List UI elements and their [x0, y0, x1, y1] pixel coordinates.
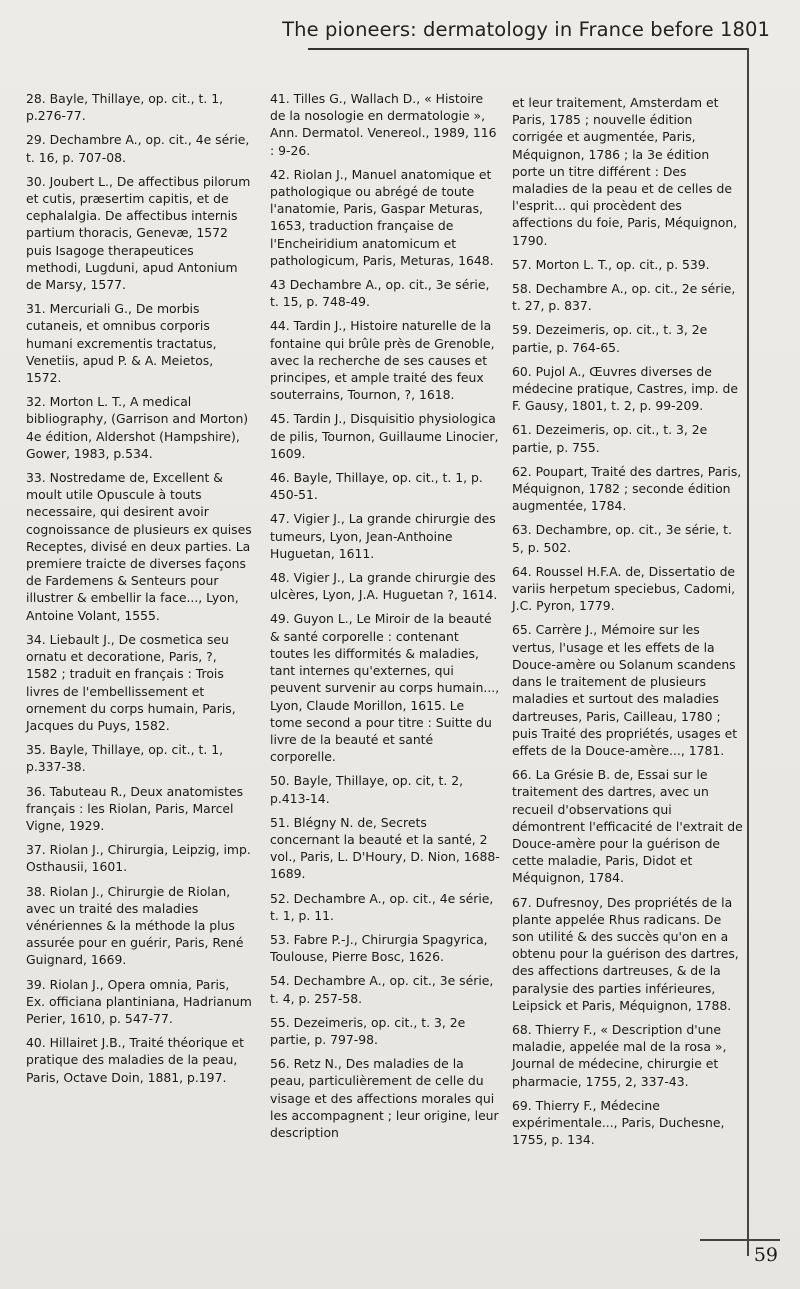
note-item — [270, 814, 500, 883]
note-item — [26, 976, 252, 1028]
note-item — [26, 883, 252, 969]
note-text: Guyon L., Le Miroir de la beauté & santé corporelle : contenant toutes les difformités & maladies, tant internes qu'externes, qui peuvent survenir au corps humain..., Lyon, Claude Morillon, 1615. Le tome second a pour titre : Suitte du livre de la beauté et santé corporelle. — [270, 611, 500, 765]
note-text: Bayle, Thillaye, op. cit, t. 2, p.413-14. — [270, 773, 464, 806]
note-item — [26, 469, 252, 624]
note-text: Retz N., Des maladies de la peau, particulièrement de celle du visage et des affections morales qui les accompagnent ; leur origine, leur description — [270, 1056, 499, 1140]
note-text: Dechambre A., op. cit., 3e série, t. 15, p. 748-49. — [270, 277, 490, 310]
running-title: The pioneers: dermatology in France before 1801 — [282, 18, 770, 41]
note-text: Thierry F., « Description d'une maladie, appelée mal de la rosa », Journal de médecine, chirurgie et pharmacie, 1755, 2, 337-43. — [512, 1021, 727, 1089]
note-number: 46. — [270, 470, 290, 486]
note-number: 32. — [26, 394, 46, 410]
note-number: 52. — [270, 890, 290, 906]
note-number: 66. — [512, 767, 532, 783]
note-text: Dufresnoy, Des propriétés de la plante appelée Rhus radicans. De son utilité & des succès qu'on en a obtenu pour la guérison des dartres, des affections dartreuses, & de la paralysie des parties inférieures, Leipsick et Paris, Méquignon, 1788. — [512, 894, 739, 1013]
note-item — [26, 841, 252, 875]
note-text: Vigier J., La grande chirurgie des ulcères, Lyon, J.A. Huguetan ?, 1614. — [270, 570, 498, 603]
note-item — [512, 321, 744, 355]
note-number: 49. — [270, 611, 290, 627]
note-item — [270, 1055, 500, 1141]
note-item — [270, 890, 500, 924]
notes-column-2 — [270, 90, 500, 1148]
note-number: 65. — [512, 622, 532, 638]
note-item — [270, 610, 500, 765]
note-text: Thierry F., Médecine expérimentale..., Paris, Duchesne, 1755, p. 134. — [512, 1097, 725, 1148]
note-text: Vigier J., La grande chirurgie des tumeurs, Lyon, Jean-Anthoine Huguetan, 1611. — [270, 511, 496, 561]
note-number: 28. — [26, 91, 46, 106]
note-number: 33. — [26, 470, 46, 486]
note-item — [26, 741, 252, 775]
note-item — [512, 621, 744, 759]
note-number: 55. — [270, 1014, 290, 1030]
note-item — [270, 276, 500, 310]
note-continuation: et leur traitement, Amsterdam et Paris, 1785 ; nouvelle édition corrigée et augmentée, Paris, Méquignon, 1786 ; la 3e édition porte un titre différent : Des maladies de la peau et de celles de l'esprit... qui procèdent des affections du foie, Paris, Méquignon, 1790. — [512, 95, 738, 248]
note-number: 38. — [26, 883, 46, 899]
note-text: Bayle, Thillaye, op. cit., t. 1, p.337-38. — [26, 742, 224, 775]
note-item — [512, 256, 744, 273]
note-text: Dechambre A., op. cit., 2e série, t. 27, p. 837. — [512, 281, 736, 314]
note-text: Bayle, Thillaye, op. cit., t. 1, p. 450-51. — [270, 470, 483, 503]
note-item — [270, 469, 500, 503]
note-number: 39. — [26, 976, 46, 992]
note-text: Riolan J., Chirurgia, Leipzig, imp. Osthausii, 1601. — [26, 842, 251, 875]
note-number: 67. — [512, 894, 532, 910]
note-item — [26, 1034, 252, 1086]
note-item — [26, 783, 252, 835]
note-item — [270, 1014, 500, 1048]
note-number: 69. — [512, 1097, 532, 1113]
note-text: Tabuteau R., Deux anatomistes français : les Riolan, Paris, Marcel Vigne, 1929. — [26, 783, 244, 833]
note-item — [512, 280, 744, 314]
note-item — [270, 510, 500, 562]
note-item — [26, 300, 252, 386]
note-item — [512, 1021, 744, 1090]
note-item — [270, 972, 500, 1006]
note-number: 60. — [512, 363, 532, 379]
note-text: Dezeimeris, op. cit., t. 3, 2e partie, p. 797-98. — [270, 1014, 466, 1047]
note-number: 41. — [270, 91, 290, 106]
note-item — [512, 894, 744, 1014]
note-number: 68. — [512, 1021, 532, 1037]
note-number: 50. — [270, 773, 290, 789]
note-number: 54. — [270, 973, 290, 989]
note-text: La Grésie B. de, Essai sur le traitement des dartres, avec un recueil d'observations qui démontrent l'efficacité de l'extrait de Douce-amère pour la guérison de cette maladie, Paris, Didot et Méquignon, 1784. — [512, 767, 743, 886]
note-text: Riolan J., Chirurgie de Riolan, avec un traité des maladies vénériennes & la méthode la plus assurée pour en guérir, Paris, René Guignard, 1669. — [26, 883, 244, 968]
note-number: 58. — [512, 281, 532, 297]
note-item — [270, 317, 500, 403]
note-text: Tilles G., Wallach D., « Histoire de la nosologie en dermatologie », Ann. Dermatol. Venereol., 1989, 116 : 9-26. — [270, 91, 497, 158]
header-rule — [308, 48, 748, 50]
note-text: Carrère J., Mémoire sur les vertus, l'usage et les effets de la Douce-amère ou Solanum scandens dans le traitement de plusieurs maladies et surtout des maladies dartreuses, Paris, Cailleau, 1780 ; puis Traité des propriétés, usages et effets de la Douce-amère..., 1781. — [512, 622, 738, 758]
note-item — [512, 766, 744, 886]
note-item — [270, 931, 500, 965]
note-text: Nostredame de, Excellent & moult utile Opuscule à touts necessaire, qui desirent avoir cognoissance de plusieurs ex quises Receptes, divisé en deux parties. La premiere traicte de diverses façons de Fardemens & Senteurs pour illustrer & embellir la face..., Lyon, Antoine Volant, 1555. — [26, 470, 252, 623]
note-text: Morton L. T., op. cit., p. 539. — [535, 256, 710, 272]
note-item — [512, 363, 744, 415]
footer-rule — [700, 1239, 780, 1241]
note-text: Hillairet J.B., Traité théorique et pratique des maladies de la peau, Paris, Octave Doin, 1881, p.197. — [26, 1035, 245, 1085]
note-item — [270, 166, 500, 269]
note-number: 45. — [270, 411, 290, 427]
note-number: 57. — [512, 256, 532, 272]
note-number: 40. — [26, 1035, 46, 1051]
note-text: Tardin J., Disquisitio physiologica de pilis, Tournon, Guillaume Linocier, 1609. — [270, 411, 499, 461]
note-text: Dechambre, op. cit., 3e série, t. 5, p. 502. — [512, 522, 732, 555]
note-item — [512, 563, 744, 615]
note-text: Bayle, Thillaye, op. cit., t. 1, p.276-77. — [26, 91, 224, 124]
note-item — [270, 772, 500, 806]
note-number: 43 — [270, 277, 286, 293]
note-item — [26, 131, 252, 165]
note-number: 51. — [270, 814, 290, 830]
note-number: 37. — [26, 842, 46, 858]
note-number: 35. — [26, 742, 46, 758]
note-number: 62. — [512, 463, 532, 479]
note-item — [270, 90, 500, 159]
note-item — [512, 1097, 744, 1149]
note-text: Poupart, Traité des dartres, Paris, Méquignon, 1782 ; seconde édition augmentée, 1784. — [512, 463, 742, 514]
note-item — [512, 421, 744, 455]
note-number: 31. — [26, 301, 46, 317]
note-number: 63. — [512, 522, 532, 538]
note-item — [26, 393, 252, 462]
note-number: 44. — [270, 318, 290, 334]
note-item — [512, 521, 744, 555]
note-item — [26, 631, 252, 734]
note-number: 53. — [270, 931, 290, 947]
note-number: 29. — [26, 132, 46, 148]
note-text: Morton L. T., A medical bibliography, (Garrison and Morton) 4e édition, Aldershot (Hampshire), Gower, 1983, p.534. — [26, 394, 249, 461]
note-item — [26, 90, 252, 124]
note-text: Tardin J., Histoire naturelle de la fontaine qui brûle près de Grenoble, avec la recherche de ses causes et principes, et ample traité des feux souterrains, Tournon, ?, 1618. — [270, 318, 495, 403]
note-number: 48. — [270, 570, 290, 586]
note-text: Dechambre A., op. cit., 4e série, t. 1, p. 11. — [270, 890, 494, 923]
note-text: Dechambre A., op. cit., 3e série, t. 4, p. 257-58. — [270, 973, 494, 1006]
note-text: Pujol A., Œuvres diverses de médecine pratique, Castres, imp. de F. Gausy, 1801, t. 2, p. 99-209. — [512, 363, 739, 414]
note-number: 59. — [512, 322, 532, 338]
note-text: Dechambre A., op. cit., 4e série, t. 16, p. 707-08. — [26, 132, 250, 165]
note-text: Fabre P.-J., Chirurgia Spagyrica, Toulouse, Pierre Bosc, 1626. — [270, 931, 488, 965]
note-number: 34. — [26, 631, 46, 647]
note-text: Mercuriali G., De morbis cutaneis, et omnibus corporis humani excrementis tractatus, Venetiis, apud P. & A. Meietos, 1572. — [26, 301, 217, 386]
page-number: 59 — [753, 1244, 778, 1266]
note-number: 42. — [270, 166, 290, 182]
note-number: 36. — [26, 783, 46, 799]
margin-rule — [747, 48, 749, 1256]
note-text: Roussel H.F.A. de, Dissertatio de variis herpetum speciebus, Cadomi, J.C. Pyron, 1779. — [512, 563, 736, 614]
note-text: Blégny N. de, Secrets concernant la beauté et la santé, 2 vol., Paris, L. D'Houry, D. Nion, 1688-1689. — [270, 814, 500, 882]
note-item — [270, 410, 500, 462]
note-text: Joubert L., De affectibus pilorum et cutis, præsertim capitis, et de cephalalgia. De affectibus internis partium thoracis, Genevæ, 1572 puis Isagoge therapeutices methodi, Lugduni, apud Antonium de Marsy, 1577. — [26, 173, 251, 293]
notes-column-3 — [512, 94, 744, 1155]
note-number: 64. — [512, 563, 532, 579]
note-text: Dezeimeris, op. cit., t. 3, 2e partie, p. 755. — [512, 422, 708, 455]
note-text: Dezeimeris, op. cit., t. 3, 2e partie, p. 764-65. — [512, 322, 708, 355]
note-number: 61. — [512, 422, 532, 438]
note-item — [270, 569, 500, 603]
note-number: 30. — [26, 173, 46, 189]
note-item — [512, 463, 744, 515]
note-number: 56. — [270, 1056, 290, 1072]
note-item — [26, 173, 252, 293]
notes-column-1 — [26, 90, 252, 1093]
note-text: Riolan J., Manuel anatomique et pathologique ou abrégé de toute l'anatomie, Paris, Gaspar Meturas, 1653, traduction française de l'Encheiridium anatomicum et pathologicum, Paris, Meturas, 1648. — [270, 166, 494, 268]
note-text: Liebault J., De cosmetica seu ornatu et decoratione, Paris, ?, 1582 ; traduit en français : Trois livres de l'embellissement et ornement du corps humain, Paris, Jacques du Puys, 1582. — [26, 631, 236, 733]
note-number: 47. — [270, 511, 290, 527]
note-text: Riolan J., Opera omnia, Paris, Ex. officiana plantiniana, Hadrianum Perier, 1610, p. 547-77. — [26, 976, 252, 1026]
